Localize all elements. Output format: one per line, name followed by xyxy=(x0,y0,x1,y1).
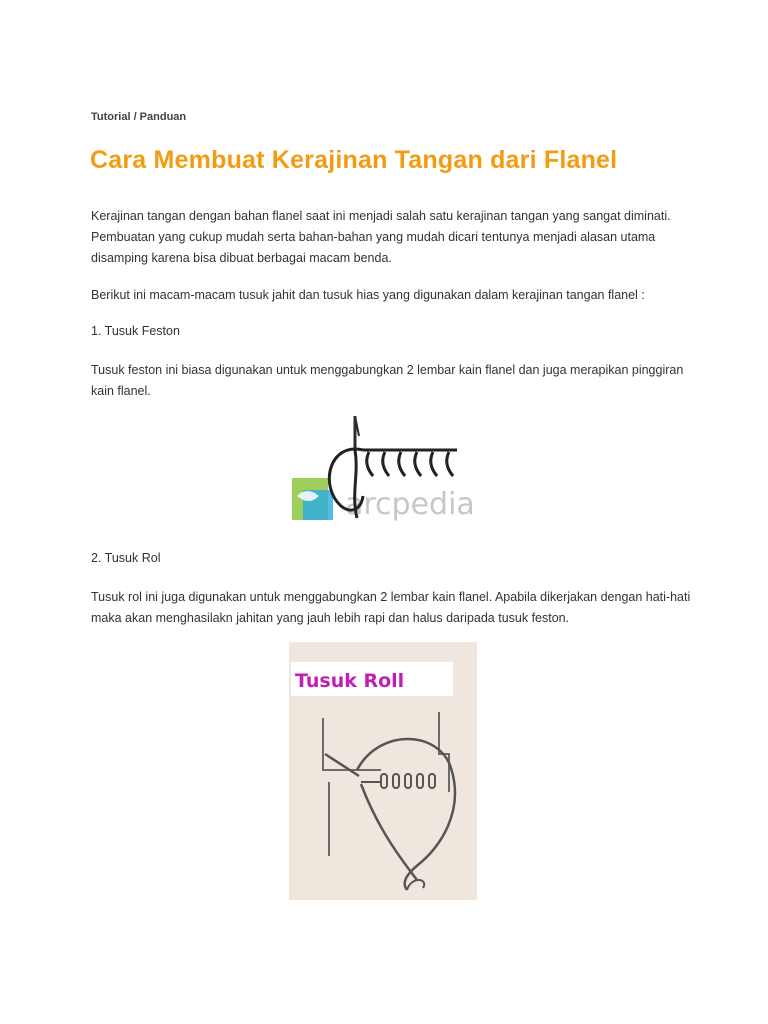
thread-lead xyxy=(355,450,357,518)
list-intro-paragraph: Berikut ini macam-macam tusuk jahit dan tusuk hias yang digunakan dalam kerajinan tangan flanel : xyxy=(91,288,645,302)
breadcrumb[interactable]: Tutorial / Panduan xyxy=(91,111,187,123)
section-heading-feston: 1. Tusuk Feston xyxy=(91,324,180,338)
fabric-outline xyxy=(323,718,381,770)
watermark-text: arcpedia xyxy=(345,487,475,522)
stitch xyxy=(417,774,423,788)
stitch xyxy=(431,452,437,476)
stitch xyxy=(399,452,405,476)
stitch xyxy=(383,452,389,476)
stitch xyxy=(393,774,399,788)
thread-loop xyxy=(361,784,417,880)
stitch xyxy=(367,452,373,476)
stitch xyxy=(405,774,411,788)
roll-stitch-illustration xyxy=(289,642,477,900)
intro-paragraph: Kerajinan tangan dengan bahan flanel saat ini menjadi salah satu kerajinan tangan yang sangat diminati. Pembuatan yang cukup mudah serta bahan-bahan yang mudah dicari tentunya menjadi alasan utama disamping karena bisa dibuat berbagai macam benda. xyxy=(91,209,671,265)
thread-lead xyxy=(407,880,424,890)
figure-label: Tusuk Roll xyxy=(295,670,405,692)
section-heading-rol: 2. Tusuk Rol xyxy=(91,551,161,565)
page-title: Cara Membuat Kerajinan Tangan dari Flanel xyxy=(90,146,618,174)
stitch xyxy=(415,452,421,476)
section-text-rol: Tusuk rol ini juga digunakan untuk menggabungkan 2 lembar kain flanel. Apabila dikerjakan dengan hati-hati maka akan menghasilakn jahitan yang jauh lebih rapi dan halus daripada tusuk feston. xyxy=(91,590,691,625)
stitch xyxy=(381,774,387,788)
section-text-feston: Tusuk feston ini biasa digunakan untuk menggabungkan 2 lembar kain flanel dan juga merapikan pinggiran kain flanel. xyxy=(91,363,684,398)
stitch xyxy=(429,774,435,788)
stitch xyxy=(447,452,453,476)
needle xyxy=(325,754,359,776)
feston-stitch-illustration xyxy=(289,414,479,524)
